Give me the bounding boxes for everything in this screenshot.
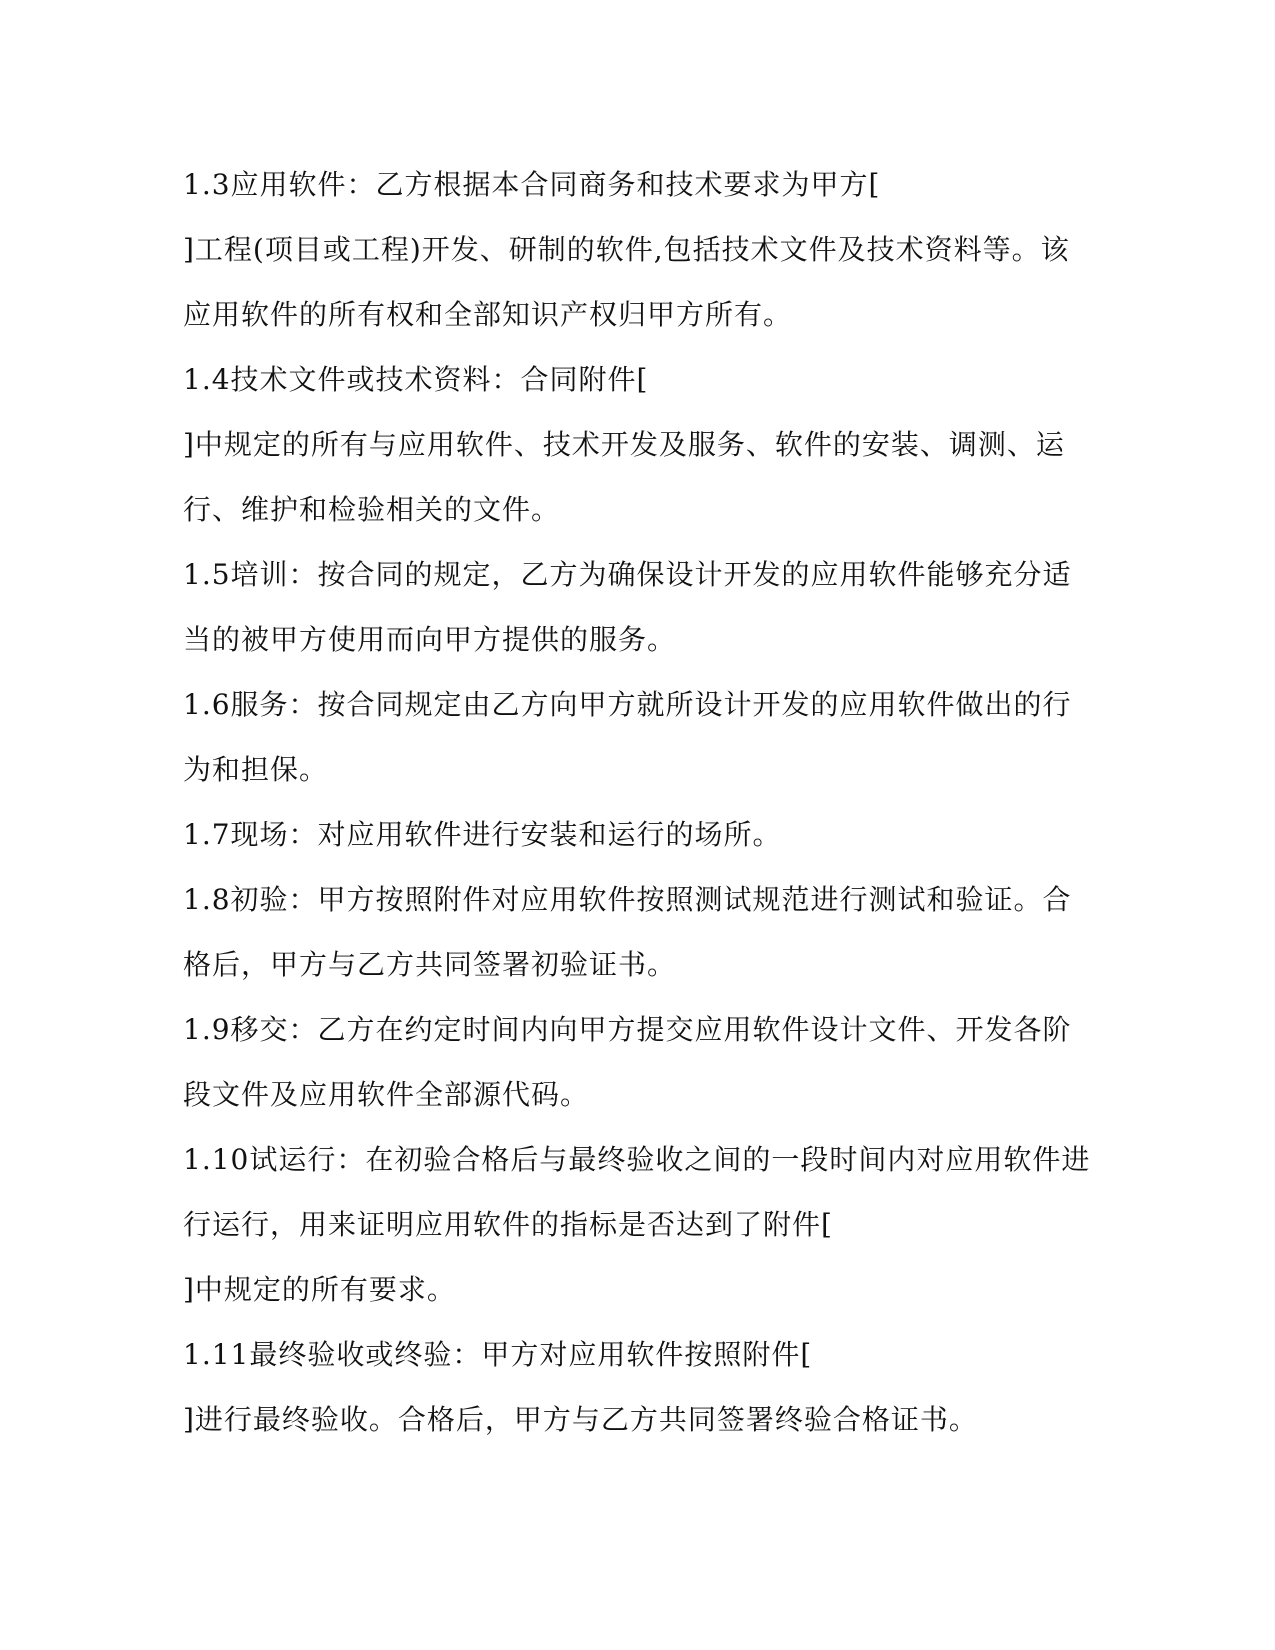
text-line: ]工程(项目或工程)开发、研制的软件,包括技术文件及技术资料等。该 [183, 233, 1070, 266]
text-line: 段文件及应用软件全部源代码。 [183, 1078, 590, 1111]
text-line: 1.7现场：对应用软件进行安装和运行的场所。 [183, 818, 782, 851]
text-line: 为和担保。 [183, 753, 329, 786]
text-line: 1.5培训：按合同的规定，乙方为确保设计开发的应用软件能够充分适 [183, 558, 1072, 591]
text-line: 1.11最终验收或终验：甲方对应用软件按照附件[ [183, 1338, 813, 1371]
text-line: 当的被甲方使用而向甲方提供的服务。 [183, 623, 677, 656]
text-line: 1.10试运行：在初验合格后与最终验收之间的一段时间内对应用软件进 [183, 1143, 1091, 1176]
text-line: 行、维护和检验相关的文件。 [183, 493, 561, 526]
text-line: 1.9移交：乙方在约定时间内向甲方提交应用软件设计文件、开发各阶 [183, 1013, 1072, 1046]
text-line: 格后，甲方与乙方共同签署初验证书。 [183, 948, 677, 981]
text-line: ]进行最终验收。合格后，甲方与乙方共同签署终验合格证书。 [183, 1403, 978, 1436]
text-line: 1.4技术文件或技术资料：合同附件[ [183, 363, 649, 396]
document-body [183, 152, 1093, 1452]
text-line: 应用软件的所有权和全部知识产权归甲方所有。 [183, 298, 793, 331]
text-line: 1.6服务：按合同规定由乙方向甲方就所设计开发的应用软件做出的行 [183, 688, 1072, 721]
text-line: ]中规定的所有要求。 [183, 1273, 456, 1306]
text-line: 行运行，用来证明应用软件的指标是否达到了附件[ [183, 1208, 833, 1241]
text-line: 1.8初验：甲方按照附件对应用软件按照测试规范进行测试和验证。合 [183, 883, 1072, 916]
text-line: ]中规定的所有与应用软件、技术开发及服务、软件的安装、调测、运 [183, 428, 1065, 461]
text-line: 1.3应用软件：乙方根据本合同商务和技术要求为甲方[ [183, 168, 881, 201]
